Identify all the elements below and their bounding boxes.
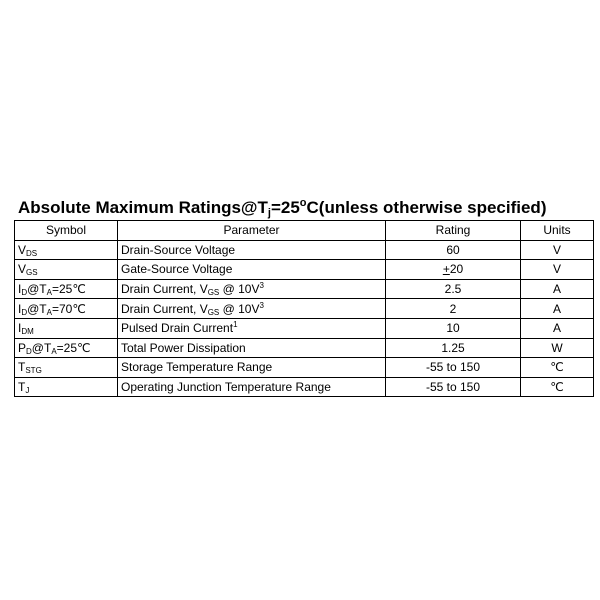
title-subscript: j [267, 207, 271, 219]
rating-cell: 2 [386, 299, 521, 319]
rating-cell: 1.25 [386, 338, 521, 358]
symbol-cell: $I_D@T_A=70℃$ [15, 299, 118, 319]
parameter-cell: Storage Temperature Range [118, 358, 386, 378]
absolute-maximum-ratings-table [14, 220, 594, 397]
parameter-cell: Drain Current, $V_{GS}$ @ $10V^3$ [118, 279, 386, 299]
unit-cell: ℃ [521, 358, 594, 378]
ratings-section [14, 197, 594, 397]
rating-cell: 60 [386, 240, 521, 260]
unit-cell: V [521, 240, 594, 260]
unit-cell: W [521, 338, 594, 358]
table-title [18, 197, 594, 219]
parameter-cell: Pulsed Drain Current$^1$ [118, 318, 386, 338]
title-text-suffix: C(unless otherwise specified) [306, 198, 547, 217]
unit-cell: A [521, 279, 594, 299]
parameter-cell: Drain-Source Voltage [118, 240, 386, 260]
title-degree-sign: o [299, 197, 307, 209]
header-symbol: Symbol [15, 221, 118, 241]
table-row [15, 260, 594, 280]
table-row [15, 338, 594, 358]
table-row [15, 299, 594, 319]
symbol-cell: $V_{DS}$ [15, 240, 118, 260]
unit-cell: A [521, 318, 594, 338]
table-header-row [15, 221, 594, 241]
rating-cell: 2.5 [386, 279, 521, 299]
table-row [15, 240, 594, 260]
table-row [15, 318, 594, 338]
title-text: Absolute Maximum Ratings@T [18, 198, 268, 217]
rating-cell: -55 to 150 [386, 377, 521, 397]
symbol-cell: $T_{STG}$ [15, 358, 118, 378]
symbol-cell: $T_J$ [15, 377, 118, 397]
symbol-cell: $I_D@T_A=25℃$ [15, 279, 118, 299]
parameter-cell: Total Power Dissipation [118, 338, 386, 358]
table-row [15, 279, 594, 299]
symbol-cell: $P_D@T_A=25℃$ [15, 338, 118, 358]
parameter-cell: Drain Current, $V_{GS}$ @ $10V^3$ [118, 299, 386, 319]
symbol-cell: $I_{DM}$ [15, 318, 118, 338]
table-row [15, 358, 594, 378]
unit-cell: A [521, 299, 594, 319]
rating-cell: 10 [386, 318, 521, 338]
header-units: Units [521, 221, 594, 241]
unit-cell: ℃ [521, 377, 594, 397]
header-rating: Rating [386, 221, 521, 241]
table-row [15, 377, 594, 397]
plus-minus-underlined-sign: + [442, 262, 450, 277]
header-parameter: Parameter [118, 221, 386, 241]
parameter-cell: Gate-Source Voltage [118, 260, 386, 280]
title-text-mid: =25 [270, 198, 300, 217]
parameter-cell: Operating Junction Temperature Range [118, 377, 386, 397]
symbol-cell: $V_{GS}$ [15, 260, 118, 280]
unit-cell: V [521, 260, 594, 280]
rating-cell: -55 to 150 [386, 358, 521, 378]
rating-cell: +20 [386, 260, 521, 280]
